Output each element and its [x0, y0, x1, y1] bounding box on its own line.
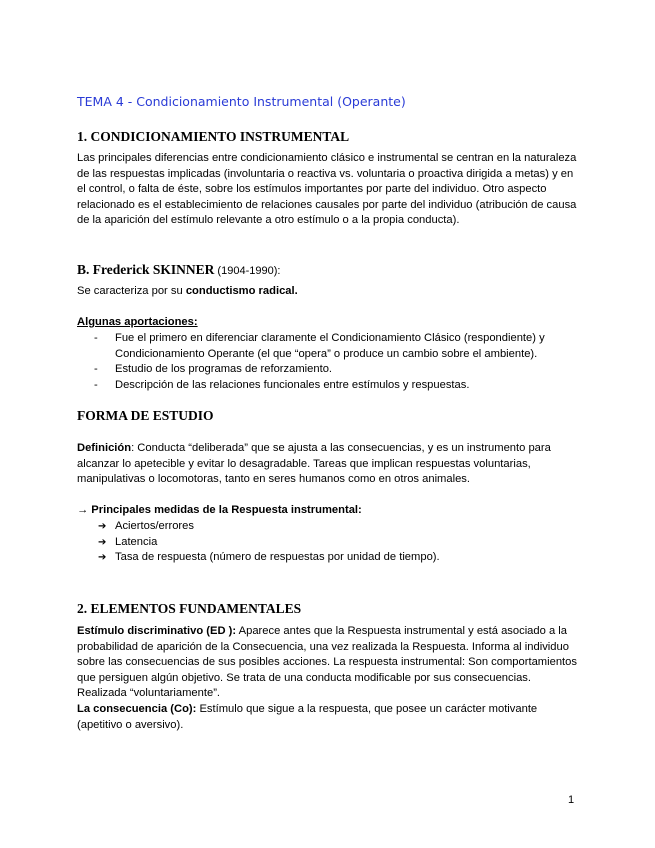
skinner-intro	[77, 284, 298, 300]
list-item	[98, 535, 568, 551]
list-item	[94, 362, 584, 378]
forma-heading: FORMA DE ESTUDIO	[77, 408, 214, 423]
arrow-icon: ➔	[98, 552, 107, 564]
list-item-text: Latencia	[115, 535, 158, 548]
skinner-intro-bold: conductismo radical.	[185, 285, 298, 297]
list-item-text: Tasa de respuesta (número de respuestas por unidad de tiempo).	[115, 551, 440, 564]
dash-marker: -	[94, 332, 98, 344]
definicion-paragraph	[77, 441, 582, 488]
aportaciones-label: Algunas aportaciones:	[77, 316, 198, 328]
list-item	[94, 331, 584, 362]
medidas-label: → Principales medidas de la Respuesta instrumental:	[77, 504, 362, 516]
page-number: 1	[568, 794, 575, 806]
list-item-text: Aciertos/errores	[115, 520, 194, 532]
list-item	[98, 519, 568, 535]
list-item	[98, 550, 568, 566]
dash-marker: -	[94, 363, 98, 376]
definicion-label: Definición	[77, 442, 132, 454]
ed-label: Estímulo discriminativo (ED ):	[77, 625, 237, 637]
skinner-intro-text: Se caracteriza por su	[77, 285, 186, 297]
definicion-text: : Conducta “deliberada” que se ajusta a las consecuencias, y es un instrumento para alcanzar lo apetecible y evitar lo desagradable. Tareas que implican respuestas voluntarias, manipulativas o locomotoras, tanto en seres humanos como en otros animales.	[77, 442, 551, 486]
list-item	[94, 378, 584, 394]
section-1-heading: 1. CONDICIONAMIENTO INSTRUMENTAL	[77, 129, 350, 144]
document-title: TEMA 4 - Condicionamiento Instrumental (Operante)	[77, 94, 406, 109]
skinner-heading	[77, 262, 280, 278]
section-1-paragraph: Las principales diferencias entre condicionamiento clásico e instrumental se centran en la naturaleza de las respuestas implicadas (involuntaria o reactiva vs. voluntaria o proactiva dirigida a metas) y en el control, o falta de éste, sobre los estímulos importantes por parte del individuo. Otro aspecto relacionado es el establecimiento de relaciones causales por parte del individuo (atribución de causa de la aparición del estímulo relevante a otro estímulo o a la propia conducta).	[77, 152, 577, 227]
arrow-icon: ➔	[98, 521, 107, 532]
arrow-icon: ➔	[98, 536, 107, 548]
co-text: Estímulo que sigue a la respuesta, que posee un carácter motivante (apetitivo o aversivo).	[77, 702, 538, 731]
aportaciones-list	[94, 331, 584, 393]
dash-marker: -	[94, 378, 98, 391]
medidas-list	[98, 519, 568, 566]
skinner-years: (1904-1990):	[214, 265, 281, 277]
co-label: La consecuencia (Co):	[77, 702, 197, 715]
list-item-text: Descripción de las relaciones funcionales entre estímulos y respuestas.	[115, 378, 470, 391]
section-2-heading: 2. ELEMENTOS FUNDAMENTALES	[77, 601, 302, 616]
list-item-text: Estudio de los programas de reforzamiento.	[115, 363, 333, 376]
elementos-paragraph	[77, 624, 582, 733]
list-item-text: Fue el primero en diferenciar claramente el Condicionamiento Clásico (respondiente) y Condicionamiento Operante (el que “opera” o produce un cambio sobre el ambiente).	[115, 332, 545, 360]
skinner-name: B. Frederick SKINNER	[77, 262, 215, 277]
ed-text: Aparece antes que la Respuesta instrumental y está asociado a la probabilidad de aparición de la Consecuencia, una vez realizada la Respuesta. Informa al individuo sobre las consecuencias de sus posibles acciones. La respuesta instrumental: Son comportamientos que persiguen algún objetivo. Se trata de una conducta modificable por sus consecuencias. Realizada “voluntariamente”.	[77, 625, 577, 700]
